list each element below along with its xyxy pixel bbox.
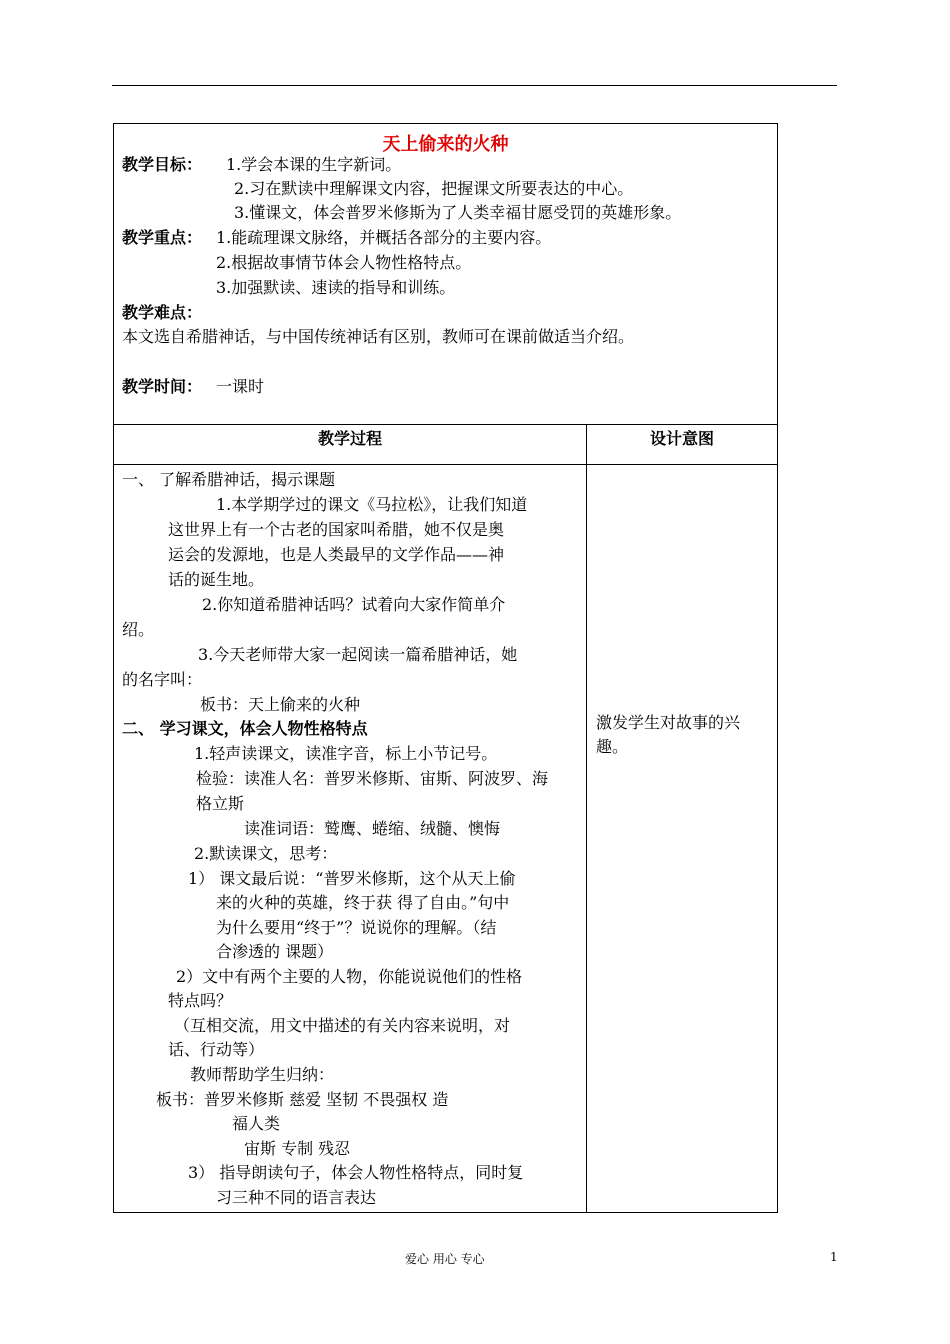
process-line: 话、行动等） (168, 1040, 265, 1059)
process-line: 习三种不同的语言表达 (216, 1188, 377, 1207)
process-line: 这世界上有一个古老的国家叫希腊，她不仅是奥 (168, 520, 505, 539)
process-line: 为什么要用“终于”？说说你的理解。（结 (216, 918, 497, 937)
row-divider (114, 424, 777, 425)
intent-line: 激发学生对故事的兴 (596, 713, 741, 732)
process-line: 的名字叫： (122, 670, 203, 689)
process-header: 教学过程 (317, 429, 382, 448)
process-line: 板书：天上偷来的火种 (200, 695, 361, 714)
process-line: 3） 指导朗读句子，体会人物性格特点，同时复 (188, 1163, 524, 1182)
header-rule (112, 85, 837, 86)
time-label: 教学时间： (122, 377, 203, 396)
process-line: 2.你知道希腊神话吗？试着向大家作简单介 (202, 595, 506, 614)
process-line: 一、 了解希腊神话，揭示课题 (122, 470, 336, 489)
process-line: 合渗透的 课题） (216, 942, 334, 961)
process-line: （互相交流，用文中描述的有关内容来说明，对 (174, 1016, 511, 1035)
process-line: 板书：普罗米修斯 慈爱 坚韧 不畏强权 造 (156, 1090, 449, 1109)
process-line: 3.今天老师带大家一起阅读一篇希腊神话，她 (198, 645, 518, 664)
difficulty-text: 本文选自希腊神话，与中国传统神话有区别，教师可在课前做适当介绍。 (122, 327, 635, 346)
intent-line: 趣。 (596, 737, 629, 756)
difficulty-label: 教学难点： (122, 303, 203, 322)
process-line: 来的火种的英雄，终于获 得了自由。”句中 (216, 893, 510, 912)
focus-item: 1.能疏理课文脉络，并概括各部分的主要内容。 (216, 228, 552, 247)
goal-item: 3.懂课文，体会普罗米修斯为了人类幸福甘愿受罚的英雄形象。 (234, 203, 682, 222)
page-number: 1 (830, 1250, 838, 1264)
process-line: 二、 学习课文，体会人物性格特点 (122, 719, 368, 738)
process-line: 1.本学期学过的课文《马拉松》，让我们知道 (216, 495, 528, 514)
process-line: 读准词语：鹫鹰、蜷缩、绒髓、懊悔 (244, 819, 501, 838)
process-line: 教师帮助学生归纳： (190, 1065, 335, 1084)
header-divider (114, 464, 777, 465)
process-line: 2）文中有两个主要的人物，你能说说他们的性格 (176, 967, 523, 986)
process-line: 检验：读准人名：普罗米修斯、宙斯、阿波罗、海 (196, 769, 549, 788)
time-value: 一课时 (216, 377, 265, 396)
process-line: 特点吗？ (168, 991, 233, 1010)
process-line: 1） 课文最后说：“普罗米修斯，这个从天上偷 (188, 869, 516, 888)
process-line: 绍。 (122, 620, 155, 639)
process-line: 话的诞生地。 (168, 570, 265, 589)
process-line: 福人类 (232, 1114, 281, 1133)
goal-item: 2.习在默读中理解课文内容，把握课文所要表达的中心。 (234, 179, 634, 198)
process-line: 运会的发源地，也是人类最早的文学作品——神 (168, 545, 505, 564)
column-divider (586, 424, 587, 1212)
goal-item: 1.学会本课的生字新词。 (226, 155, 402, 174)
lesson-title: 天上偷来的火种 (382, 134, 509, 155)
process-line: 格立斯 (196, 794, 245, 813)
process-line: 2.默读课文，思考： (194, 844, 338, 863)
goals-label: 教学目标： (122, 155, 203, 174)
focus-label: 教学重点： (122, 228, 203, 247)
focus-item: 2.根据故事情节体会人物性格特点。 (216, 253, 472, 272)
intent-header: 设计意图 (649, 429, 714, 448)
process-line: 1.轻声读课文，读准字音，标上小节记号。 (194, 744, 498, 763)
process-line: 宙斯 专制 残忍 (244, 1139, 351, 1158)
lesson-plan-table (113, 123, 778, 1213)
footer-motto: 爱心 用心 专心 (405, 1252, 485, 1266)
focus-item: 3.加强默读、速读的指导和训练。 (216, 278, 456, 297)
